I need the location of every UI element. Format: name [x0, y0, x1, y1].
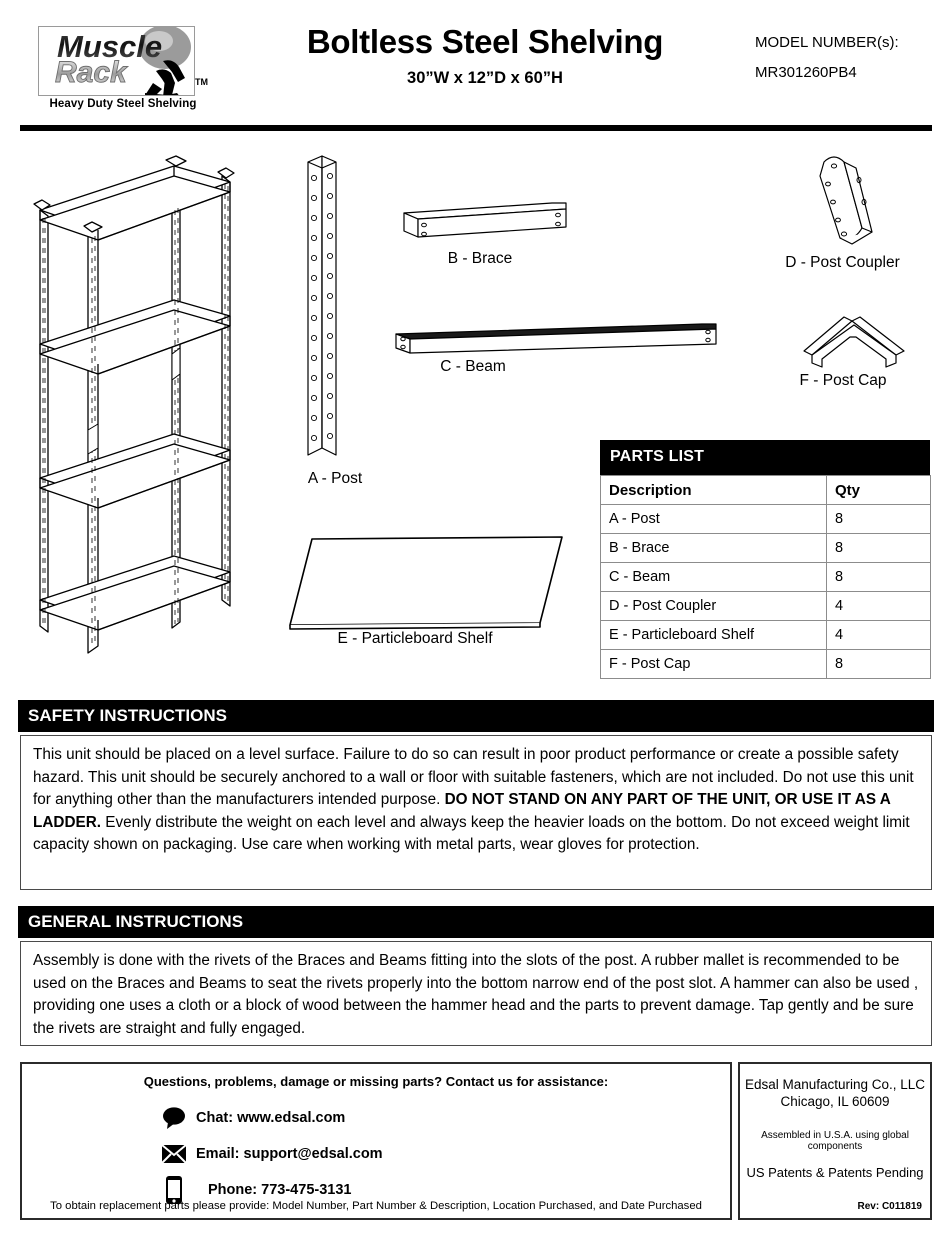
general-instructions-header: GENERAL INSTRUCTIONS [18, 906, 934, 938]
beam-illustration [392, 320, 722, 360]
page-title: Boltless Steel Shelving [306, 23, 664, 60]
post-coupler-illustration [790, 150, 890, 255]
post-caption: A - Post [307, 470, 363, 487]
revision-number: Rev: C011819 [857, 1201, 922, 1212]
contact-row-chat[interactable] [152, 1100, 672, 1136]
svg-text:Rack: Rack [55, 56, 127, 89]
model-number-value: MR301260PB4 [755, 64, 857, 81]
table-row [601, 505, 931, 534]
particleboard-shelf-illustration [278, 525, 578, 635]
safety-text-part2: Evenly distribute the weight on each level and always keep the heavier loads on the bottom. Do not exceed weight limit capacity shown on packaging. Use care when working with metal parts, wear gloves for protection. [33, 813, 910, 853]
part-description: C - Beam [601, 563, 827, 592]
assembled-note: Assembled in U.S.A. using global components [761, 1130, 909, 1152]
post-cap-illustration [800, 315, 910, 373]
beam-caption: C - Beam [440, 358, 506, 375]
part-qty: 8 [827, 534, 931, 563]
contact-row-email[interactable] [152, 1136, 672, 1172]
post-cap-caption: F - Post Cap [799, 372, 887, 389]
patents-note: US Patents & Patents Pending [746, 1165, 924, 1180]
general-instructions-body: Assembly is done with the rivets of the Braces and Beams fitting into the slots of the post. A rubber mallet is recommended to be used on the Braces and Beams to seat the rivets properly into the bottom narrow end of the post slot. A hammer can also be used , providing one uses a cloth or a block of wood between the hammer head and the parts to prevent damage. Tap gently and be sure the rivets are straight and fully engaged. [20, 941, 932, 1046]
part-description: D - Post Coupler [601, 592, 827, 621]
trademark-symbol: TM [195, 77, 208, 87]
brand-logo [38, 26, 208, 96]
part-description: B - Brace [601, 534, 827, 563]
assembled-unit-illustration [26, 148, 276, 658]
part-description: A - Post [601, 505, 827, 534]
contact-methods [152, 1100, 672, 1208]
part-qty: 8 [827, 650, 931, 679]
parts-list [600, 440, 930, 679]
parts-list-table [600, 475, 931, 679]
envelope-icon [152, 1143, 196, 1165]
post-coupler-caption: D - Post Coupler [785, 254, 900, 271]
table-header-row [601, 476, 931, 505]
email-text: Email: support@edsal.com [196, 1146, 383, 1162]
replacement-parts-note: To obtain replacement parts please provide: Model Number, Part Number & Description, Location Purchased, and Date Purchased [50, 1200, 702, 1212]
chat-bubble-icon [152, 1106, 196, 1130]
page-header [20, 22, 932, 122]
part-qty: 4 [827, 621, 931, 650]
model-block [755, 28, 945, 88]
contact-panel [20, 1062, 732, 1220]
column-header-qty: Qty [827, 476, 931, 505]
company-city: Chicago, IL 60609 [780, 1094, 890, 1109]
part-qty: 4 [827, 592, 931, 621]
contact-prompt: Questions, problems, damage or missing parts? Contact us for assistance: [143, 1074, 609, 1089]
part-description: F - Post Cap [601, 650, 827, 679]
model-number-label: MODEL NUMBER(s): [755, 34, 899, 51]
title-block [260, 22, 710, 88]
table-row [601, 592, 931, 621]
part-description: E - Particleboard Shelf [601, 621, 827, 650]
table-row [601, 650, 931, 679]
safety-text-warning: DO NOT STAND ON ANY PART OF THE UNIT, OR USE IT AS A LADDER. [33, 791, 891, 831]
manufacturer-panel [738, 1062, 932, 1220]
shelf-caption: E - Particleboard Shelf [337, 630, 493, 647]
post-illustration [292, 148, 362, 468]
part-qty: 8 [827, 505, 931, 534]
table-row [601, 534, 931, 563]
brace-illustration [398, 195, 578, 243]
muscle-rack-logo-icon [53, 27, 233, 95]
header-divider [20, 125, 932, 131]
brace-caption: B - Brace [447, 250, 513, 267]
company-name: Edsal Manufacturing Co., LLC [744, 1077, 926, 1092]
logo-tagline: Heavy Duty Steel Shelving [49, 98, 197, 110]
part-qty: 8 [827, 563, 931, 592]
parts-list-title: PARTS LIST [600, 440, 930, 475]
product-dimensions: 30”W x 12”D x 60”H [407, 69, 563, 87]
table-row [601, 621, 931, 650]
safety-instructions-body [20, 735, 932, 890]
chat-text: Chat: www.edsal.com [196, 1110, 346, 1126]
phone-text: Phone: 773-475-3131 [208, 1182, 352, 1198]
safety-instructions-header: SAFETY INSTRUCTIONS [18, 700, 934, 732]
column-header-description: Description [601, 476, 827, 505]
svg-text:Muscle: Muscle [57, 29, 163, 64]
safety-text-part1: This unit should be placed on a level surface. Failure to do so can result in poor product performance or create a possible safety hazard. This unit should be securely anchored to a wall or floor with suitable fasteners, which are not included. Do not use this unit for anything other than the manufacturers intended purpose. [33, 746, 914, 808]
table-row [601, 563, 931, 592]
